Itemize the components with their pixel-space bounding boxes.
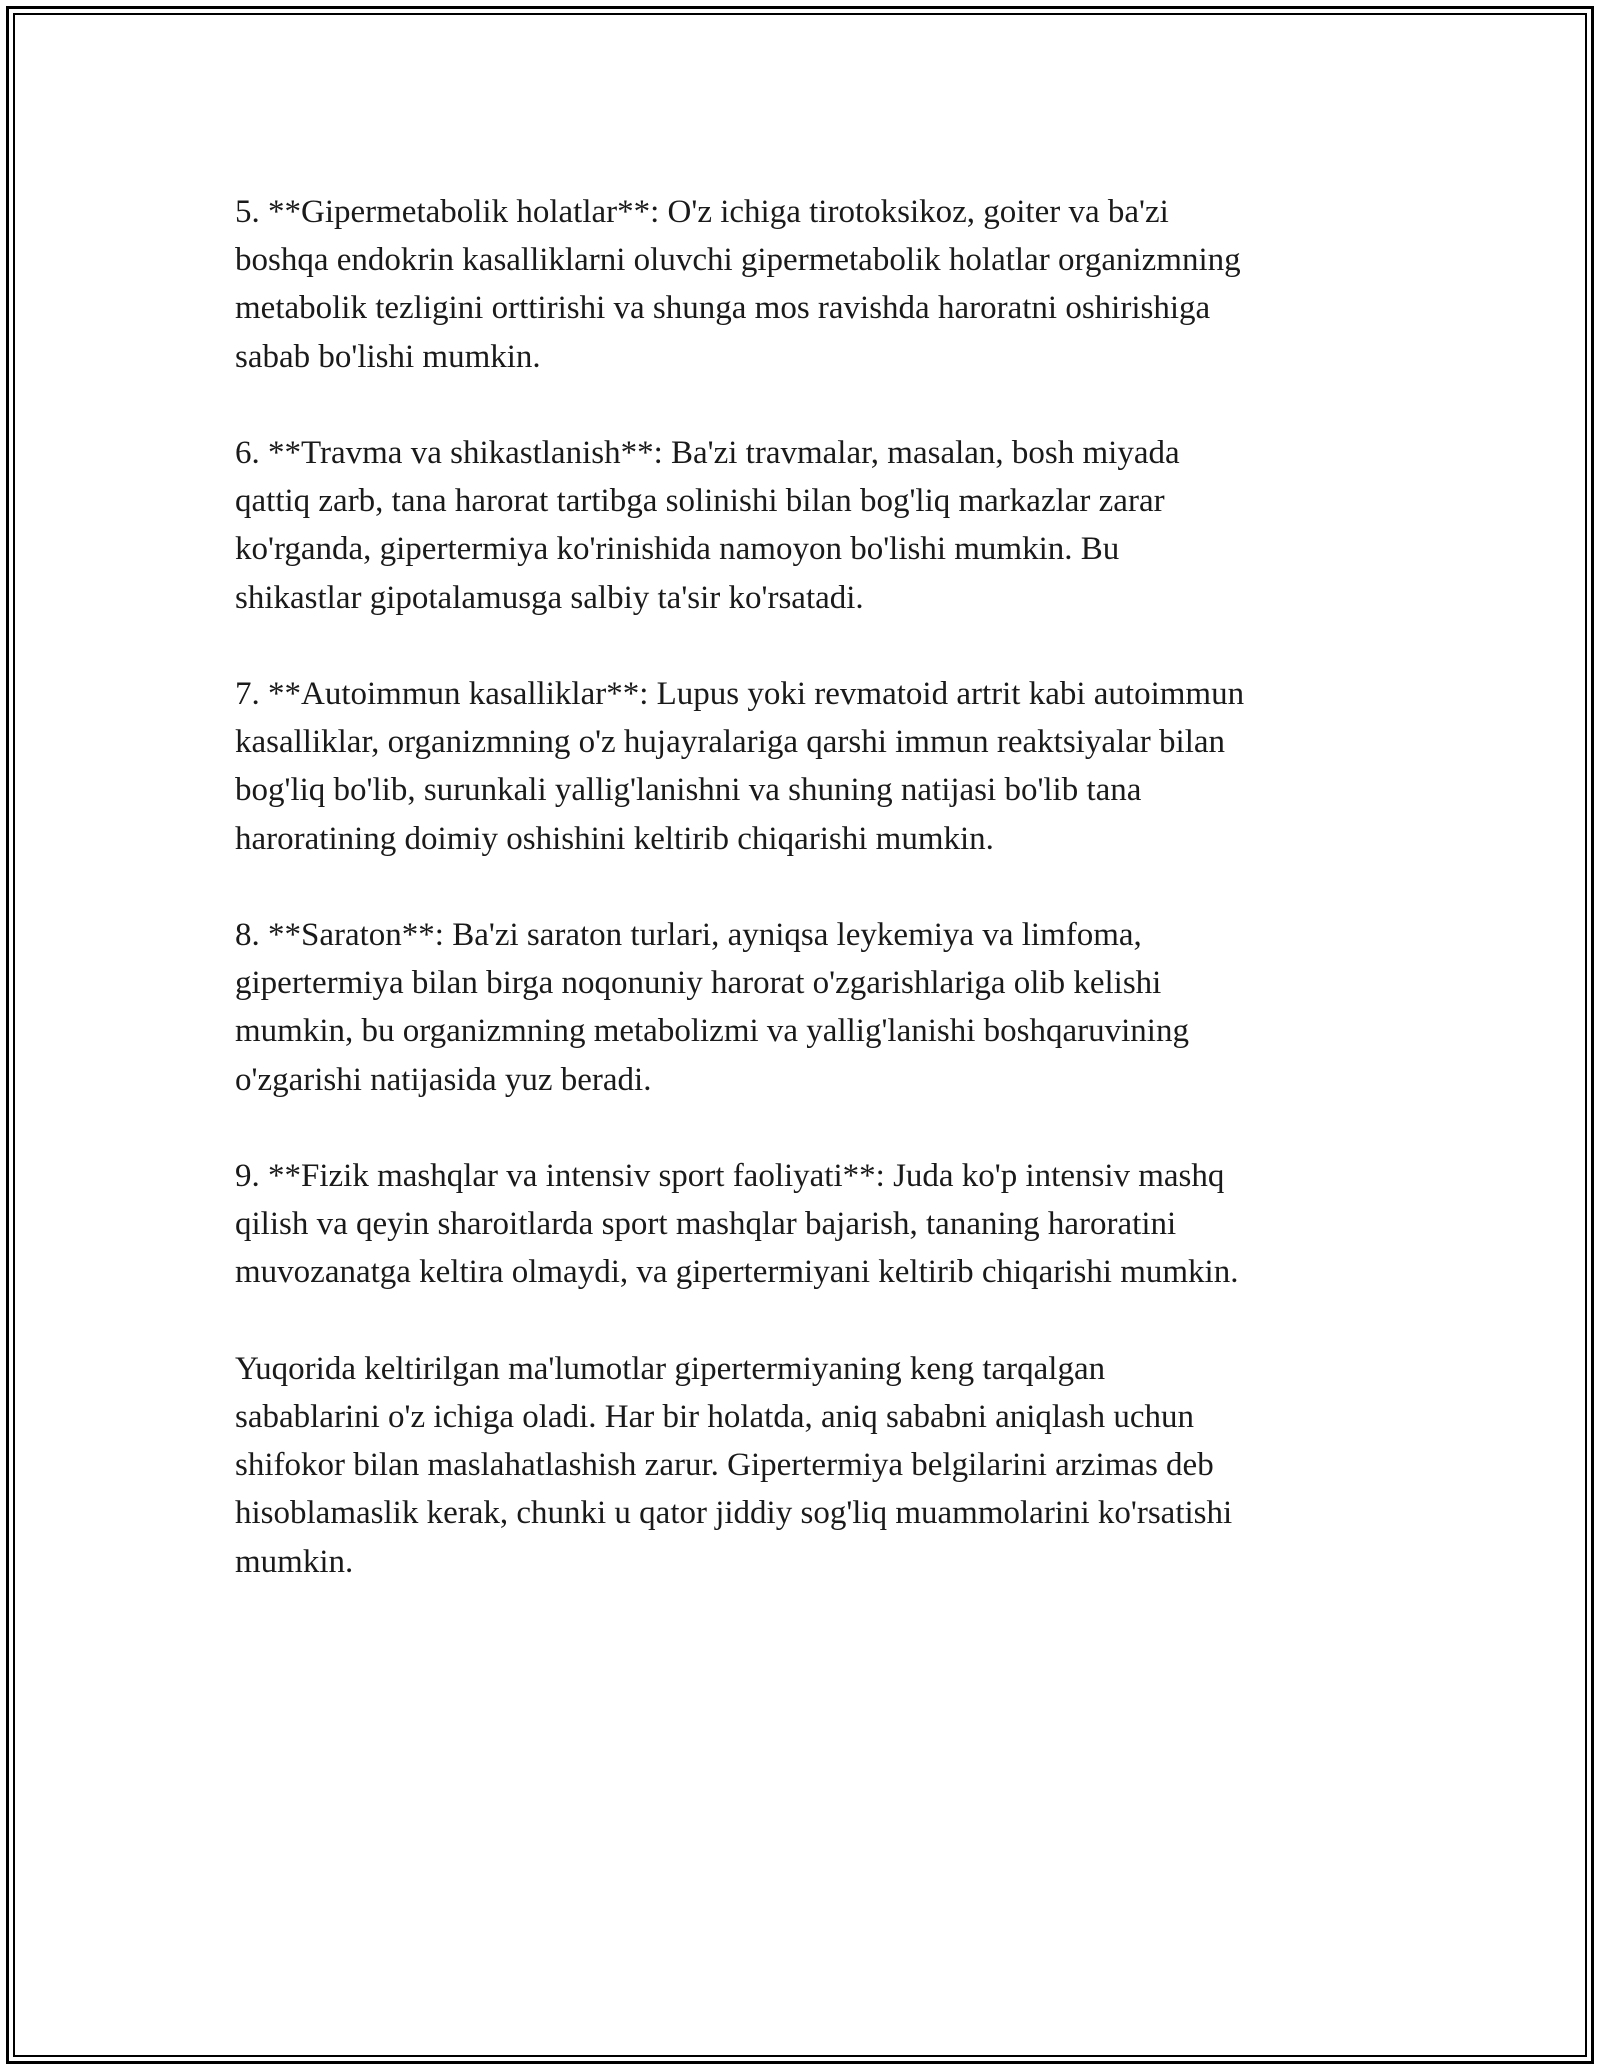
paragraph-item-9: 9. **Fizik mashqlar va intensiv sport faoliyati**: Juda ko'p intensiv mashq qilish va qeyin sharoitlarda sport mashqlar bajarish, tananing haroratini muvozanatga keltira olmaydi, va gipertermiyani keltirib chiqarishi mumkin.: [235, 1158, 1239, 1291]
paragraph-conclusion: Yuqorida keltirilgan ma'lumotlar gipertermiyaning keng tarqalgan sabablarini o'z ichiga oladi. Har bir holatda, aniq sababni aniqlash uchun shifokor bilan maslahatlashish zarur. Gipertermiya belgilarini arzimas deb hisoblamaslik kerak, chunki u qator jiddiy sog'liq muammolarini ko'rsatishi mumkin.: [235, 1350, 1233, 1580]
paragraph-item-6: 6. **Travma va shikastlanish**: Ba'zi travmalar, masalan, bosh miyada qattiq zarb, tana harorat tartibga solinishi bilan bog'liq markazlar zarar ko'rganda, gipertermiya ko'rinishida namoyon bo'lishi mumkin. Bu shikastlar gipotalamusga salbiy ta'sir ko'rsatadi.: [235, 435, 1180, 616]
paragraph-item-7: 7. **Autoimmun kasalliklar**: Lupus yoki revmatoid artrit kabi autoimmun kasalliklar, organizmning o'z hujayralariga qarshi immun reaktsiyalar bilan bog'liq bo'lib, surunkali yallig'lanishni va shuning natijasi bo'lib tana haroratining doimiy oshishini keltirib chiqarishi mumkin.: [235, 676, 1245, 857]
document-body: [235, 188, 1385, 1634]
paragraph-item-5: 5. **Gipermetabolik holatlar**: O'z ichiga tirotoksikoz, goiter va ba'zi boshqa endokrin kasalliklarni oluvchi gipermetabolik holatlar organizmning metabolik tezligini orttirishi va shunga mos ravishda haroratni oshirishiga sabab bo'lishi mumkin.: [235, 194, 1241, 375]
paragraph-item-8: 8. **Saraton**: Ba'zi saraton turlari, ayniqsa leykemiya va limfoma, gipertermiya bilan birga noqonuniy harorat o'zgarishlariga olib kelishi mumkin, bu organizmning metabolizmi va yallig'lanishi boshqaruvining o'zgarishi natijasida yuz beradi.: [235, 917, 1189, 1098]
